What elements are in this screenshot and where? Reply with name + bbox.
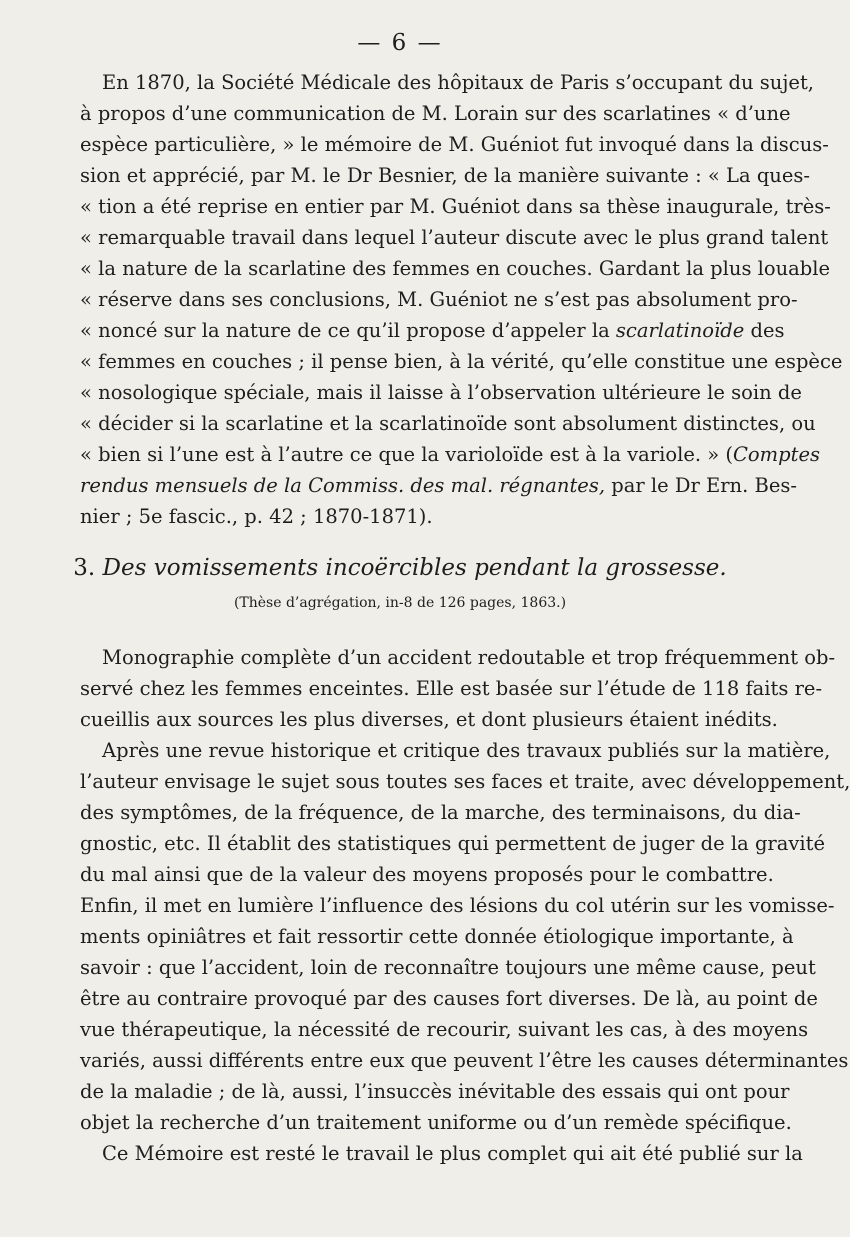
text-line: En 1870, la Société Médicale des hôpitaux de Paris s’occupant du sujet, bbox=[102, 71, 814, 94]
text-line: variés, aussi différents entre eux que peuvent l’être les causes déterminantes bbox=[80, 1049, 849, 1072]
text-line: « remarquable travail dans lequel l’auteur discute avec le plus grand talent bbox=[80, 226, 829, 249]
page-number: — 6 — bbox=[357, 30, 443, 56]
text-line: « femmes en couches ; il pense bien, à la vérité, qu’elle constitue une espèce bbox=[80, 350, 843, 373]
text-line: Enfin, il met en lumière l’influence des lésions du col utérin sur les vomisse- bbox=[80, 894, 835, 917]
text-line: nier ; 5e fascic., p. 42 ; 1870-1871). bbox=[80, 505, 433, 528]
text-line: savoir : que l’accident, loin de reconnaître toujours une même cause, peut bbox=[80, 956, 816, 979]
text-line: « tion a été reprise en entier par M. Guéniot dans sa thèse inaugurale, très- bbox=[80, 195, 831, 218]
text-line: vue thérapeutique, la nécessité de recourir, suivant les cas, à des moyens bbox=[80, 1018, 809, 1041]
text-line: de la maladie ; de là, aussi, l’insuccès inévitable des essais qui ont pour bbox=[80, 1080, 790, 1103]
text-line: l’auteur envisage le sujet sous toutes ses faces et traite, avec développement, bbox=[80, 770, 850, 793]
text-line: Monographie complète d’un accident redoutable et trop fréquemment ob- bbox=[102, 646, 836, 669]
italic-term: scarlatinoïde bbox=[615, 319, 745, 342]
text-line: gnostic, etc. Il établit des statistiques qui permettent de juger de la gravité bbox=[80, 832, 826, 855]
text-line: être au contraire provoqué par des causes fort diverses. De là, au point de bbox=[80, 987, 818, 1010]
text-line: espèce particulière, » le mémoire de M. Guéniot fut invoqué dans la discus- bbox=[80, 133, 829, 156]
text-line: « nosologique spéciale, mais il laisse à l’observation ultérieure le soin de bbox=[80, 381, 802, 404]
text-line: « noncé sur la nature de ce qu’il propose d’appeler la scarlatinoïde des bbox=[80, 319, 785, 342]
text-line: à propos d’une communication de M. Lorain sur des scarlatines « d’une bbox=[80, 102, 791, 125]
text-line: « la nature de la scarlatine des femmes en couches. Gardant la plus louable bbox=[80, 257, 831, 280]
text-line: « bien si l’une est à l’autre ce que la varioloïde est à la variole. » (Comptes bbox=[80, 443, 821, 466]
text-line: Après une revue historique et critique des travaux publiés sur la matière, bbox=[102, 739, 831, 762]
section-heading: 3. Des vomissements incoërcibles pendant la grossesse. bbox=[73, 555, 727, 581]
text-line: servé chez les femmes enceintes. Elle est basée sur l’étude de 118 faits re- bbox=[80, 677, 823, 700]
text-line: du mal ainsi que de la valeur des moyens proposés pour le combattre. bbox=[80, 863, 774, 886]
text-line: des symptômes, de la fréquence, de la marche, des terminaisons, du dia- bbox=[80, 801, 801, 824]
text-line: objet la recherche d’un traitement uniforme ou d’un remède spécifique. bbox=[80, 1111, 792, 1134]
section-subtitle: (Thèse d’agrégation, in-8 de 126 pages, 1863.) bbox=[233, 595, 567, 611]
text-line: « réserve dans ses conclusions, M. Guéniot ne s’est pas absolument pro- bbox=[80, 288, 798, 311]
text-line: « décider si la scarlatine et la scarlatinoïde sont absolument distinctes, ou bbox=[80, 412, 816, 435]
text-line: Ce Mémoire est resté le travail le plus complet qui ait été publié sur la bbox=[102, 1142, 803, 1165]
text-line: rendus mensuels de la Commiss. des mal. régnantes, par le Dr Ern. Bes- bbox=[80, 474, 797, 497]
text-line: sion et apprécié, par M. le Dr Besnier, de la manière suivante : « La ques- bbox=[80, 164, 810, 187]
text-line: cueillis aux sources les plus diverses, et dont plusieurs étaient inédits. bbox=[80, 708, 778, 731]
text-line: ments opiniâtres et fait ressortir cette donnée étiologique importante, à bbox=[80, 925, 794, 948]
